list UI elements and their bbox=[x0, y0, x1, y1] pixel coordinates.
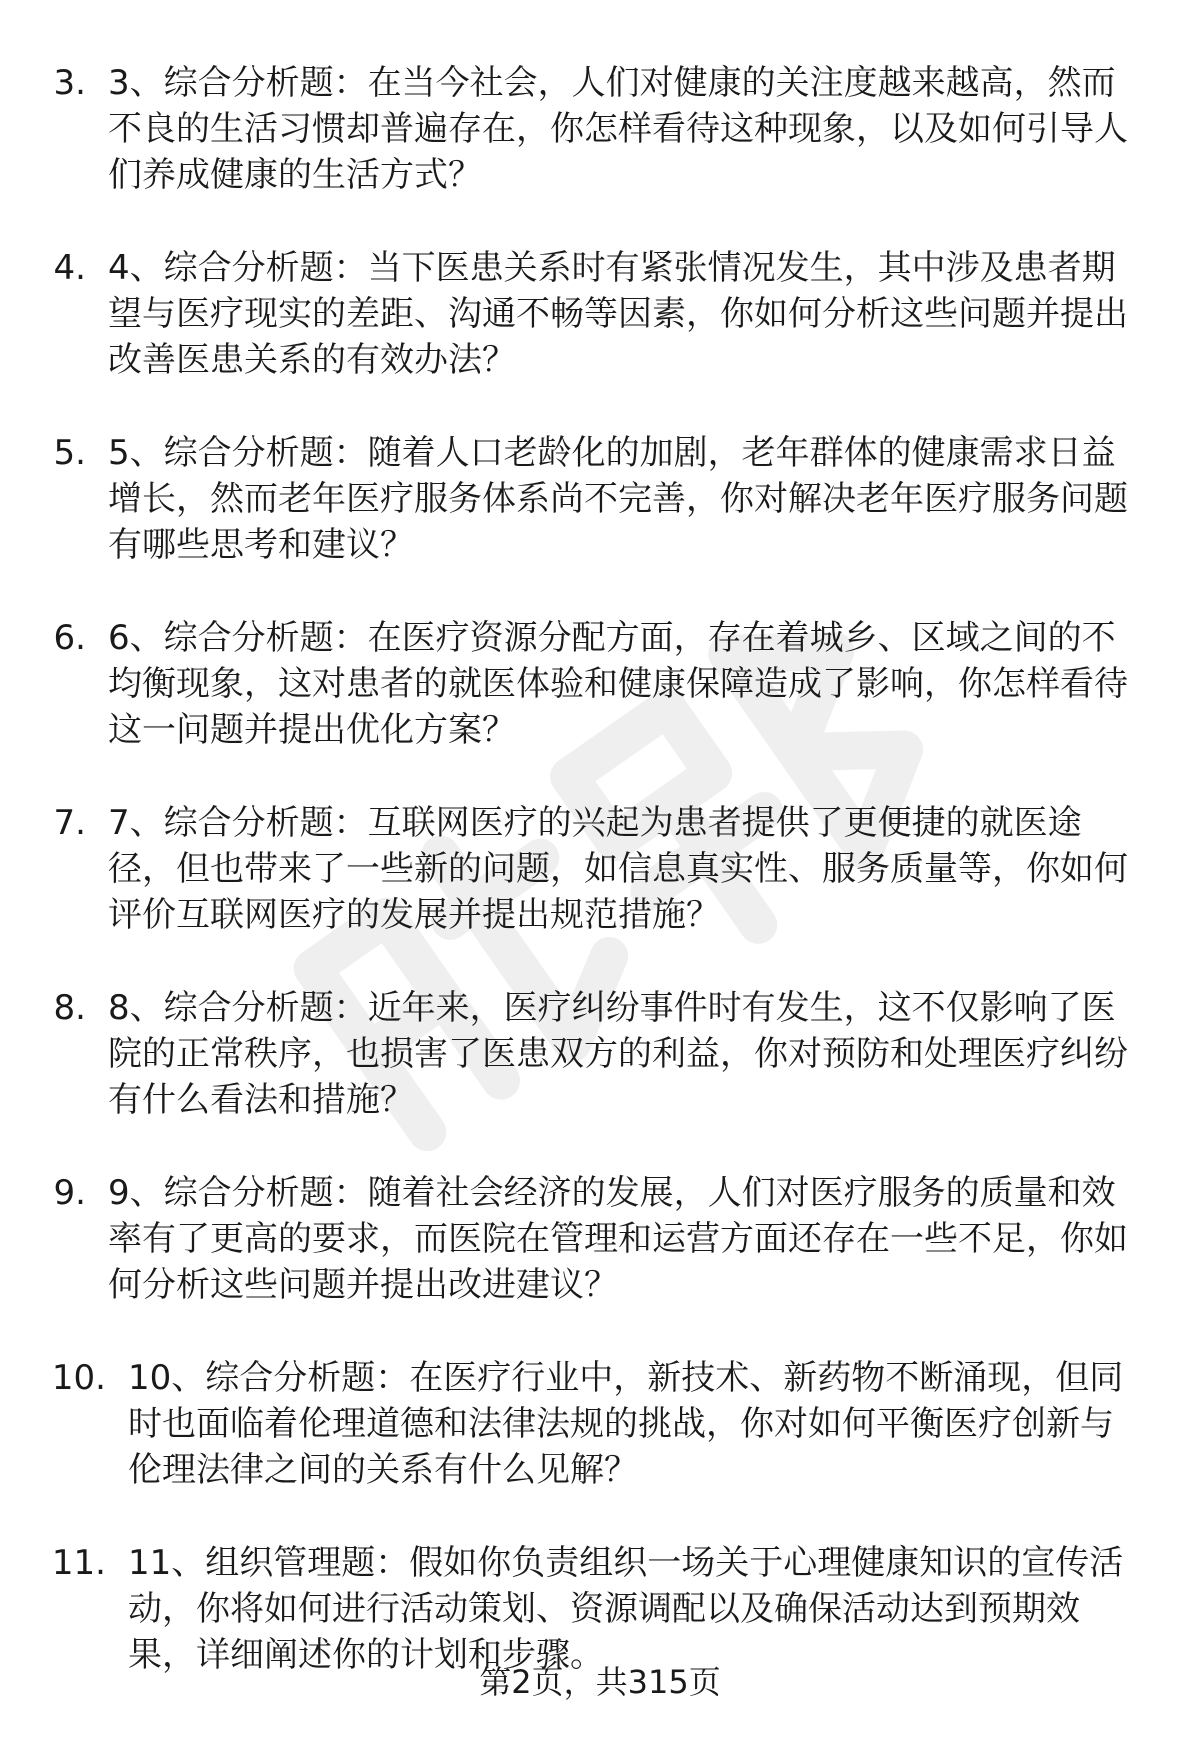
question-number: 3. bbox=[53, 63, 86, 103]
list-item bbox=[0, 1355, 1200, 1540]
question-number: 7. bbox=[53, 803, 86, 843]
question-number: 9. bbox=[53, 1173, 86, 1213]
question-text: 6、综合分析题：在医疗资源分配方面，存在着城乡、区域之间的不均衡现象，这对患者的就医体验和健康保障造成了影响，你怎样看待这一问题并提出优化方案？ bbox=[108, 618, 1128, 750]
question-text: 11、组织管理题：假如你负责组织一场关于心理健康知识的宣传活动，你将如何进行活动策划、资源调配以及确保活动达到预期效果，详细阐述你的计划和步骤。 bbox=[128, 1543, 1124, 1675]
question-text: 8、综合分析题：近年来，医疗纠纷事件时有发生，这不仅影响了医院的正常秩序，也损害了医患双方的利益，你对预防和处理医疗纠纷有什么看法和措施？ bbox=[108, 988, 1128, 1120]
list-item bbox=[0, 615, 1200, 800]
question-text: 10、综合分析题：在医疗行业中，新技术、新药物不断涌现，但同时也面临着伦理道德和法律法规的挑战，你对如何平衡医疗创新与伦理法律之间的关系有什么见解？ bbox=[128, 1358, 1124, 1490]
question-number: 11. bbox=[51, 1543, 106, 1583]
list-item bbox=[0, 245, 1200, 430]
question-list bbox=[0, 60, 1200, 1725]
question-text: 4、综合分析题：当下医患关系时有紧张情况发生，其中涉及患者期望与医疗现实的差距、沟通不畅等因素，你如何分析这些问题并提出改善医患关系的有效办法？ bbox=[108, 248, 1128, 380]
question-text: 3、综合分析题：在当今社会，人们对健康的关注度越来越高，然而不良的生活习惯却普遍存在，你怎样看待这种现象，以及如何引导人们养成健康的生活方式？ bbox=[108, 63, 1128, 195]
question-text: 9、综合分析题：随着社会经济的发展，人们对医疗服务的质量和效率有了更高的要求，而医院在管理和运营方面还存在一些不足，你如何分析这些问题并提出改进建议？ bbox=[108, 1173, 1128, 1305]
question-number: 6. bbox=[53, 618, 86, 658]
question-number: 10. bbox=[51, 1358, 106, 1398]
question-text: 7、综合分析题：互联网医疗的兴起为患者提供了更便捷的就医途径，但也带来了一些新的问题，如信息真实性、服务质量等，你如何评价互联网医疗的发展并提出规范措施？ bbox=[108, 803, 1128, 935]
list-item bbox=[0, 430, 1200, 615]
list-item bbox=[0, 1170, 1200, 1355]
list-item bbox=[0, 800, 1200, 985]
question-text: 5、综合分析题：随着人口老龄化的加剧，老年群体的健康需求日益增长，然而老年医疗服务体系尚不完善，你对解决老年医疗服务问题有哪些思考和建议？ bbox=[108, 433, 1128, 565]
page-footer: 第2页，共315页 bbox=[479, 1663, 721, 1701]
question-number: 4. bbox=[53, 248, 86, 288]
question-number: 5. bbox=[53, 433, 86, 473]
question-number: 8. bbox=[53, 988, 86, 1028]
list-item bbox=[0, 60, 1200, 245]
list-item bbox=[0, 985, 1200, 1170]
